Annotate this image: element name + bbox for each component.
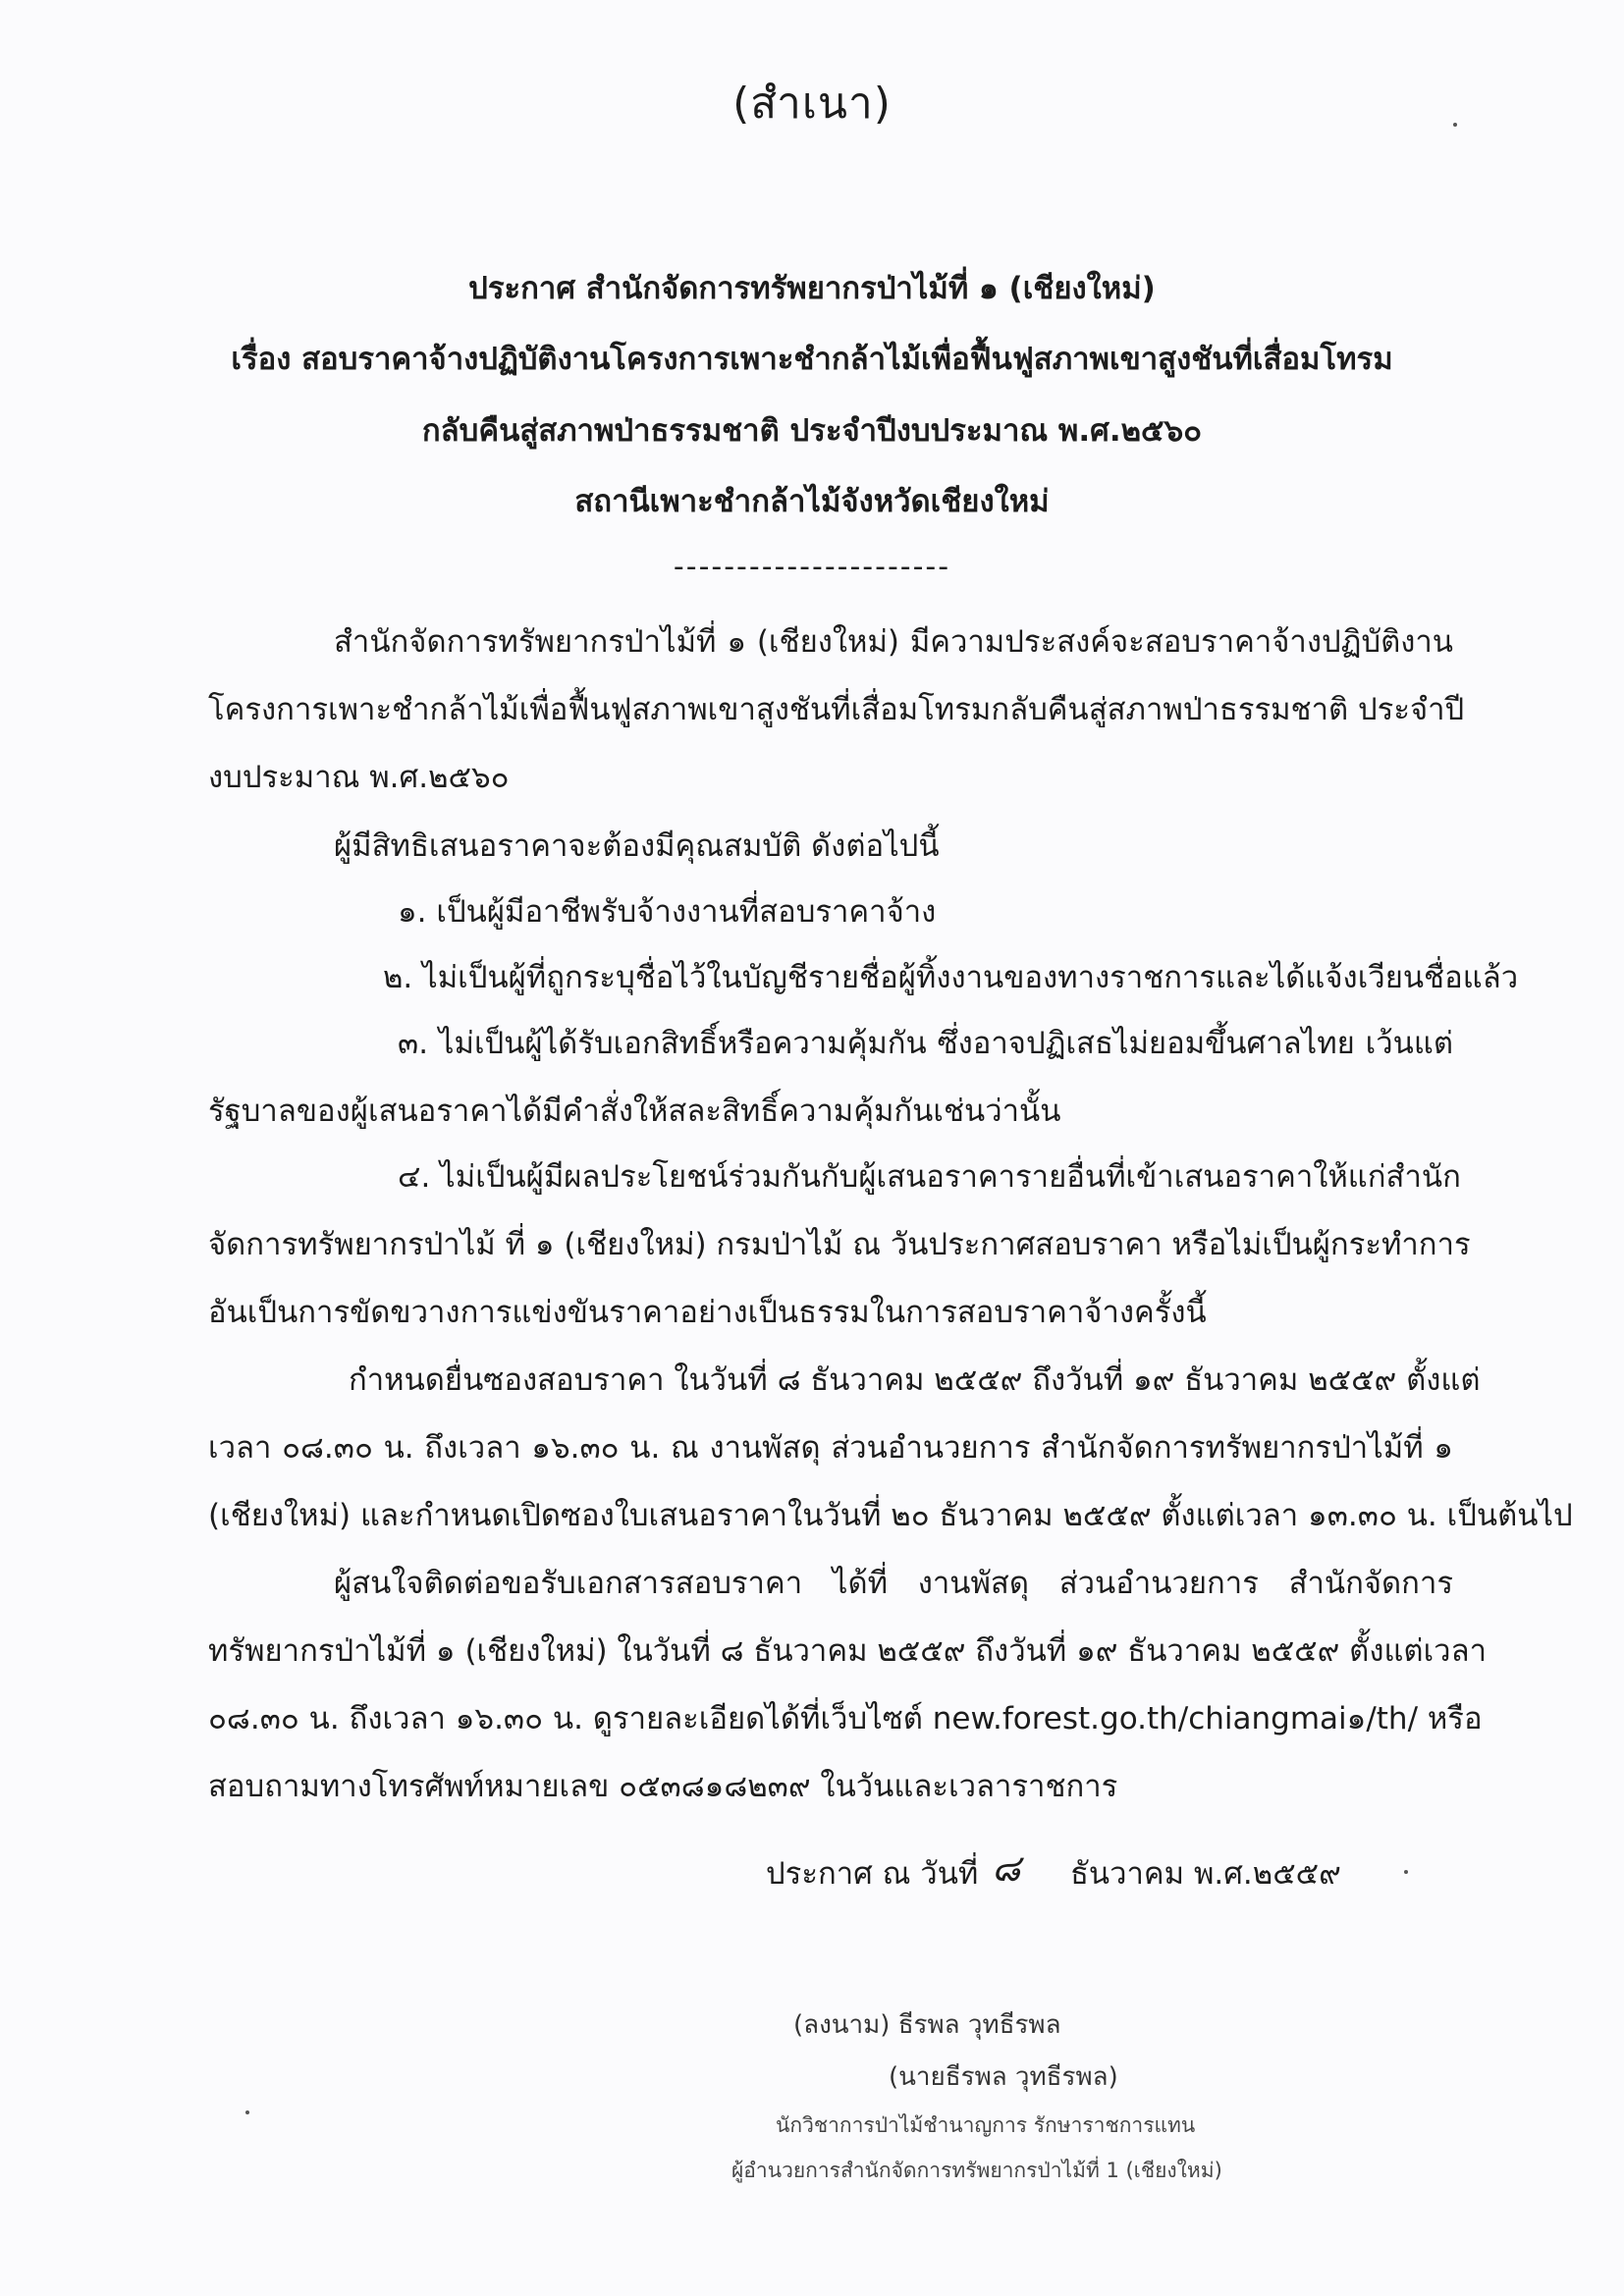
title-line-2: เรื่อง สอบราคาจ้างปฏิบัติงานโครงการเพาะชำกล้าไม้เพื่อฟื้นฟูสภาพเขาสูงชันที่เสื่อมโทรม (231, 342, 1393, 377)
scan-speck (245, 2110, 249, 2114)
submission-line-3: (เชียงใหม่) และกำหนดเปิดซองใบเสนอราคาในวันที่ ๒๐ ธันวาคม ๒๕๕๙ ตั้งแต่เวลา ๑๓.๓๐ น. เป็นต้นไป (208, 1498, 1573, 1533)
scan-speck (1453, 123, 1457, 127)
submission-line-1: กำหนดยื่นซองสอบราคา ในวันที่ ๘ ธันวาคม ๒๕๕๙ ถึงวันที่ ๑๙ ธันวาคม ๒๕๕๙ ตั้งแต่ (349, 1362, 1481, 1398)
qualification-2: ๒. ไม่เป็นผู้ที่ถูกระบุชื่อไว้ในบัญชีรายชื่อผู้ทิ้งงานของทางราชการและได้แจ้งเวียนชื่อแล้ว (383, 960, 1519, 995)
qualifications-heading: ผู้มีสิทธิเสนอราคาจะต้องมีคุณสมบัติ ดังต่อไปนี้ (334, 828, 940, 864)
title-divider: ---------------------- (673, 550, 951, 584)
qualification-3-line-2: รัฐบาลของผู้เสนอราคาได้มีคำสั่งให้สละสิทธิ์ความคุ้มกันเช่นว่านั้น (208, 1094, 1061, 1129)
intro-line-2: โครงการเพาะชำกล้าไม้เพื่อฟื้นฟูสภาพเขาสูงชันที่เสื่อมโทรมกลับคืนสู่สภาพป่าธรรมชาติ ประจำปี (208, 692, 1465, 727)
qualification-4-line-1: ๔. ไม่เป็นผู้มีผลประโยชน์ร่วมกันกับผู้เสนอราคารายอื่นที่เข้าเสนอราคาให้แก่สำนัก (398, 1159, 1461, 1195)
title-line-4: สถานีเพาะชำกล้าไม้จังหวัดเชียงใหม่ (574, 484, 1050, 519)
title-line-3: กลับคืนสู่สภาพป่าธรรมชาติ ประจำปีงบประมาณ พ.ศ.๒๕๖๐ (421, 413, 1203, 449)
qualification-3-line-1: ๓. ไม่เป็นผู้ได้รับเอกสิทธิ์หรือความคุ้มกัน ซึ่งอาจปฏิเสธไม่ยอมขึ้นศาลไทย เว้นแต่ (398, 1026, 1453, 1061)
scan-speck (1404, 1870, 1408, 1874)
qualification-1: ๑. เป็นผู้มีอาชีพรับจ้างงานที่สอบราคาจ้าง (398, 894, 937, 930)
signature-position-2: ผู้อำนวยการสำนักจัดการทรัพยากรป่าไม้ที่ 1 (เชียงใหม่) (731, 2159, 1222, 2182)
contact-line-1: ผู้สนใจติดต่อขอรับเอกสารสอบราคา ได้ที่ งานพัสดุ ส่วนอำนวยการ สำนักจัดการ (334, 1566, 1453, 1601)
submission-line-2: เวลา ๐๘.๓๐ น. ถึงเวลา ๑๖.๓๐ น. ณ งานพัสดุ ส่วนอำนวยการ สำนักจัดการทรัพยากรป่าไม้ที่ ๑ (208, 1430, 1453, 1466)
announcement-month-year: ธันวาคม พ.ศ.๒๕๕๙ (1070, 1856, 1341, 1892)
contact-line-4: สอบถามทางโทรศัพท์หมายเลข ๐๕๓๘๑๘๒๓๙ ในวันและเวลาราชการ (208, 1769, 1118, 1804)
copy-mark: (สำเนา) (732, 79, 892, 129)
signature-signed: (ลงนาม) ธีรพล วุทธีรพล (793, 2010, 1061, 2040)
qualification-4-line-3: อันเป็นการขัดขวางการแข่งขันราคาอย่างเป็นธรรมในการสอบราคาจ้างครั้งนี้ (208, 1295, 1207, 1330)
intro-line-1: สำนักจัดการทรัพยากรป่าไม้ที่ ๑ (เชียงใหม่) มีความประสงค์จะสอบราคาจ้างปฏิบัติงาน (334, 624, 1453, 660)
intro-line-3: งบประมาณ พ.ศ.๒๕๖๐ (208, 760, 510, 795)
title-line-1: ประกาศ สำนักจัดการทรัพยากรป่าไม้ที่ ๑ (เชียงใหม่) (468, 271, 1156, 306)
announcement-day-handwritten: ๘ (992, 1846, 1021, 1890)
announcement-date-prefix: ประกาศ ณ วันที่ (766, 1856, 979, 1892)
qualification-4-line-2: จัดการทรัพยากรป่าไม้ ที่ ๑ (เชียงใหม่) กรมป่าไม้ ณ วันประกาศสอบราคา หรือไม่เป็นผู้กระทำการ (208, 1227, 1471, 1262)
signature-position-1: นักวิชาการป่าไม้ชำนาญการ รักษาราชการแทน (776, 2113, 1196, 2137)
signature-name: (นายธีรพล วุทธีรพล) (889, 2062, 1118, 2092)
contact-line-2: ทรัพยากรป่าไม้ที่ ๑ (เชียงใหม่) ในวันที่ ๘ ธันวาคม ๒๕๕๙ ถึงวันที่ ๑๙ ธันวาคม ๒๕๕๙ ตั้งแต่เวลา (208, 1633, 1487, 1669)
contact-line-3: ๐๘.๓๐ น. ถึงเวลา ๑๖.๓๐ น. ดูรายละเอียดได้ที่เว็บไซต์ new.forest.go.th/chiangmai๑/th/ หรือ (208, 1701, 1483, 1736)
